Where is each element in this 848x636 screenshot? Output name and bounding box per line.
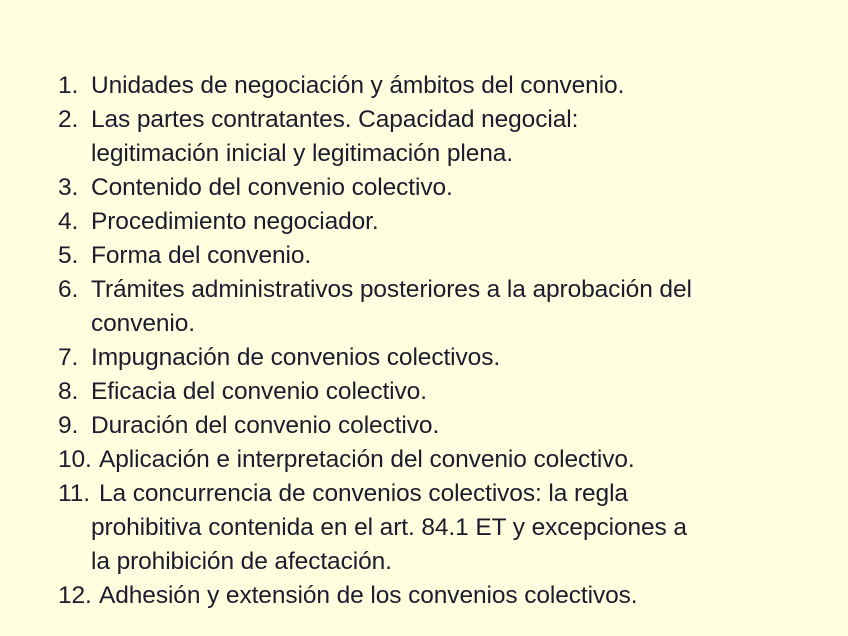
list-item <box>58 375 818 409</box>
list-item <box>58 69 818 103</box>
slide-content <box>58 69 818 613</box>
item-number: 1. <box>58 72 79 99</box>
item-number: 4. <box>58 208 79 235</box>
item-text: Las partes contratantes. Capacidad negocial: <box>91 106 579 133</box>
item-text: Adhesión y extensión de los convenios colectivos. <box>99 582 638 609</box>
item-number: 8. <box>58 378 79 405</box>
item-text: Unidades de negociación y ámbitos del convenio. <box>91 72 625 99</box>
item-text: Trámites administrativos posteriores a la aprobación del <box>91 276 692 303</box>
item-number: 7. <box>58 344 79 371</box>
list-item <box>58 205 818 239</box>
list-item <box>58 273 818 341</box>
item-text-continuation: prohibitiva contenida en el art. 84.1 ET y excepciones a <box>91 514 687 541</box>
list-item <box>58 409 818 443</box>
item-text: La concurrencia de convenios colectivos: la regla <box>99 480 628 507</box>
list-item <box>58 103 818 171</box>
list-item <box>58 239 818 273</box>
item-text: Forma del convenio. <box>91 242 312 269</box>
item-text-continuation: la prohibición de afectación. <box>91 548 392 575</box>
item-number: 10. <box>58 446 92 473</box>
item-number: 11. <box>58 480 90 507</box>
item-number: 2. <box>58 106 79 133</box>
list-item <box>58 477 818 579</box>
item-text: Contenido del convenio colectivo. <box>91 174 453 201</box>
item-text-continuation: legitimación inicial y legitimación plena. <box>91 140 514 167</box>
item-text: Procedimiento negociador. <box>91 208 379 235</box>
item-number: 6. <box>58 276 79 303</box>
item-number: 9. <box>58 412 79 439</box>
list-item <box>58 171 818 205</box>
item-number: 12. <box>58 582 92 609</box>
item-text: Eficacia del convenio colectivo. <box>91 378 427 405</box>
item-number: 5. <box>58 242 79 269</box>
list-item <box>58 341 818 375</box>
item-text-continuation: convenio. <box>91 310 195 337</box>
list-item <box>58 579 818 613</box>
item-text: Aplicación e interpretación del convenio colectivo. <box>99 446 635 473</box>
list-item <box>58 443 818 477</box>
topic-list <box>58 69 818 613</box>
item-text: Duración del convenio colectivo. <box>91 412 440 439</box>
item-text: Impugnación de convenios colectivos. <box>91 344 501 371</box>
item-number: 3. <box>58 174 79 201</box>
